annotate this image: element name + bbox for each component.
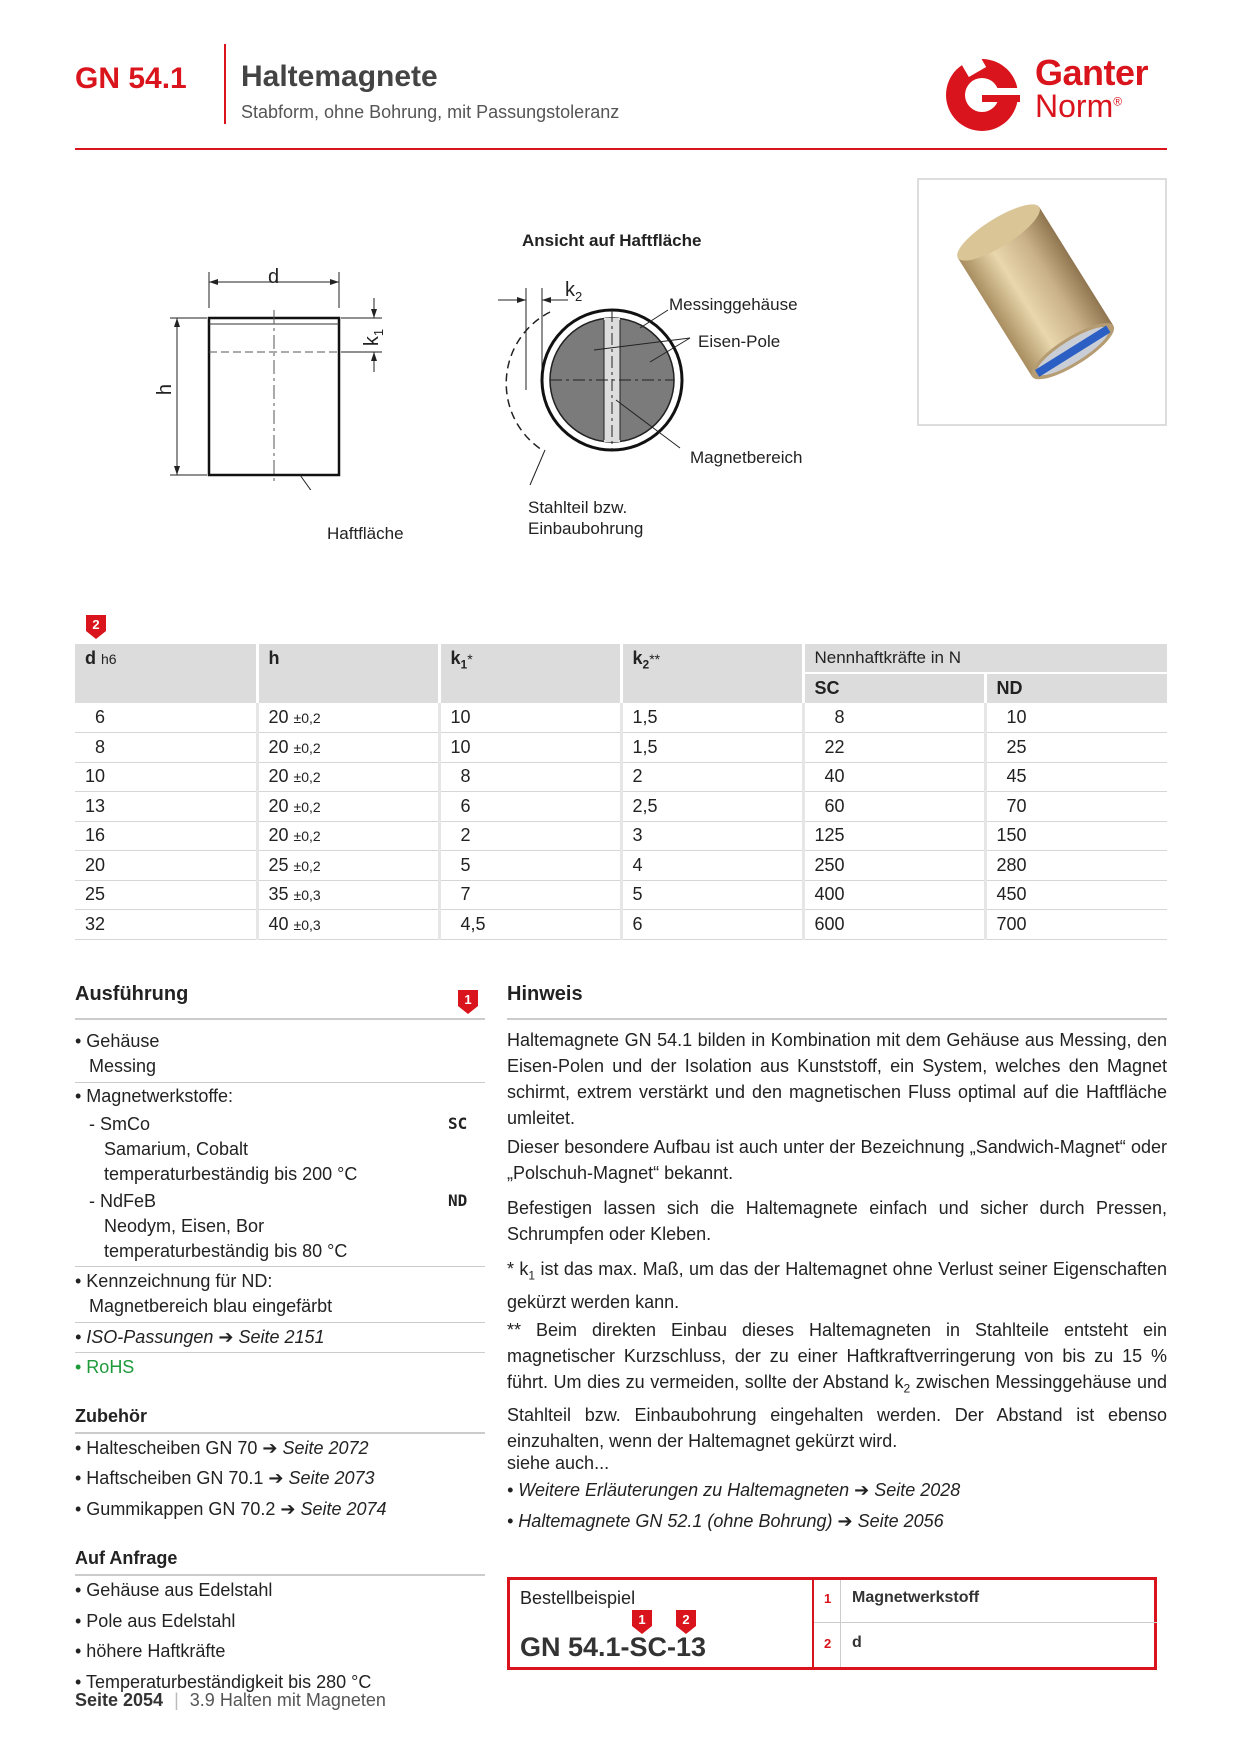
- hinweis-para-4: * $k_1$ ist das max. Maß, um das der Haltemagnet ohne Verlust seiner Eigenschaften gekürzt werden kann.: [507, 1259, 1167, 1312]
- ndfeb-item: - NdFeB: [89, 1191, 157, 1211]
- cell-k1: 5: [439, 851, 621, 881]
- anfrage-item-4: • Temperaturbeständigkeit bis 280 °C: [75, 1672, 372, 1692]
- anfrage-item-2: • Pole aus Edelstahl: [75, 1611, 236, 1631]
- see-also-link-2[interactable]: • Haltemagnete GN 52.1 (ohne Bohrung) ➔ Seite 2056: [507, 1511, 944, 1531]
- zubehoer-rule: [75, 1432, 485, 1434]
- order-col-divider: [840, 1580, 841, 1667]
- smco-desc: Samarium, Cobalt: [104, 1139, 249, 1159]
- table-badge: 2: [86, 615, 106, 637]
- spec-table: [75, 644, 1167, 940]
- list-divider: [75, 1352, 485, 1353]
- table-row: [75, 851, 1167, 881]
- cell-d: 10: [75, 762, 257, 792]
- table-row: [75, 762, 1167, 792]
- cell-h: 40 ±0,3: [257, 910, 439, 940]
- hinweis-para-5: ** Beim direkten Einbau dieses Haltemagneten in Stahlteile entsteht ein magnetischer Kurzschluss, der zu einer Haftkraftverringerung von bis zu 15 % führt. Um dies zu vermeiden, sollte der Abstand $k_2$ zwischen Messinggehäuse und Stahlteil bzw. Einbaubohrung eingehalten werden. Der Abstand ist ebenso einzuhalten, wenn der Haltemagnet gekürzt wird.: [507, 1320, 1168, 1451]
- header-separator: [224, 44, 226, 124]
- product-photo: [917, 178, 1167, 426]
- product-code: GN 54.1: [75, 62, 187, 95]
- gehaeuse-value: Messing: [89, 1056, 157, 1076]
- cell-d: 8: [75, 733, 257, 763]
- cell-nd: 45: [985, 762, 1167, 792]
- order-row-2-text: d: [852, 1634, 862, 1651]
- col-header-k2: $k_2**$: [621, 644, 803, 703]
- kennzeichnung-item: • Kennzeichnung für ND:: [75, 1271, 273, 1291]
- cell-nd: 700: [985, 910, 1167, 940]
- cell-k2: 6: [621, 910, 803, 940]
- cell-nd: 150: [985, 821, 1167, 851]
- cell-k2: 1,5: [621, 733, 803, 763]
- zubehoer-item-3[interactable]: • Gummikappen GN 70.2 ➔ Seite 2074: [75, 1499, 387, 1519]
- order-row-divider: [814, 1622, 1157, 1623]
- cell-h: 25 ±0,2: [257, 851, 439, 881]
- order-badge-2: 2: [676, 1610, 696, 1632]
- anfrage-rule: [75, 1574, 485, 1576]
- footer-sep: |: [174, 1690, 179, 1710]
- cell-d: 32: [75, 910, 257, 940]
- cell-k2: 2: [621, 762, 803, 792]
- col-header-sc: SC: [803, 673, 985, 703]
- see-also-label: siehe auch...: [507, 1453, 610, 1473]
- cell-d: 20: [75, 851, 257, 881]
- cell-h: 20 ±0,2: [257, 733, 439, 763]
- table-row: [75, 880, 1167, 910]
- cell-sc: 22: [803, 733, 985, 763]
- table-row: [75, 821, 1167, 851]
- anfrage-heading: Auf Anfrage: [75, 1548, 178, 1568]
- cell-d: 13: [75, 792, 257, 822]
- order-box-divider: [812, 1577, 814, 1670]
- order-badge-1: 1: [632, 1610, 652, 1632]
- page-subtitle: Stabform, ohne Bohrung, mit Passungstoleranz: [241, 102, 620, 122]
- cell-k1: 7: [439, 880, 621, 910]
- cell-nd: 10: [985, 703, 1167, 733]
- col-header-d: d h6: [75, 644, 257, 703]
- dim-h-label: h: [154, 383, 177, 396]
- order-code: GN 54.1-SC-13: [520, 1632, 707, 1662]
- cell-k1: 2: [439, 821, 621, 851]
- zubehoer-item-1[interactable]: • Haltescheiben GN 70 ➔ Seite 2072: [75, 1438, 369, 1458]
- dim-d-label: d: [268, 266, 280, 288]
- order-row-1-text: Magnetwerkstoff: [852, 1589, 980, 1606]
- ausfuehrung-badge: 1: [458, 990, 478, 1012]
- cell-k2: 3: [621, 821, 803, 851]
- haftflaeche-label: Haftfläche: [327, 524, 404, 543]
- cell-k2: 4: [621, 851, 803, 881]
- rohs-label: • RoHS: [75, 1357, 135, 1377]
- hinweis-para-3: Befestigen lassen sich die Haltemagnete einfach und sicher durch Pressen, Schrumpfen oder Kleben.: [507, 1198, 1167, 1244]
- cell-nd: 70: [985, 792, 1167, 822]
- header-rule: [75, 148, 1167, 150]
- cell-k2: 5: [621, 880, 803, 910]
- list-divider: [75, 1082, 485, 1083]
- cell-sc: 600: [803, 910, 985, 940]
- kennzeichnung-value: Magnetbereich blau eingefärbt: [89, 1296, 333, 1316]
- cell-k2: 1,5: [621, 703, 803, 733]
- logo-text-ganter: Ganter: [1035, 52, 1149, 93]
- ndfeb-temp: temperaturbeständig bis 80 °C: [104, 1241, 348, 1261]
- page-title: Haltemagnete: [241, 60, 438, 93]
- ausfuehrung-heading: Ausführung: [75, 983, 189, 1005]
- logo-text-norm: Norm®: [1035, 88, 1123, 124]
- hinweis-heading: Hinweis: [507, 983, 583, 1005]
- footer-page: Seite 2054: [75, 1690, 164, 1710]
- cell-d: 25: [75, 880, 257, 910]
- messing-label: Messinggehäuse: [669, 295, 798, 314]
- table-row: [75, 792, 1167, 822]
- table-row: [75, 733, 1167, 763]
- ndfeb-code: ND: [448, 1191, 468, 1210]
- cell-d: 6: [75, 703, 257, 733]
- cell-sc: 250: [803, 851, 985, 881]
- anfrage-item-3: • höhere Haftkräfte: [75, 1641, 226, 1661]
- cell-nd: 450: [985, 880, 1167, 910]
- table-row: [75, 703, 1167, 733]
- iso-link[interactable]: • ISO-Passungen ➔ Seite 2151: [75, 1327, 325, 1347]
- cell-nd: 280: [985, 851, 1167, 881]
- smco-code: SC: [448, 1114, 468, 1133]
- cell-sc: 125: [803, 821, 985, 851]
- cell-k1: 4,5: [439, 910, 621, 940]
- magnetbereich-label: Magnetbereich: [690, 448, 803, 467]
- dim-k2-label: $k_2$: [565, 279, 583, 304]
- order-row-2-num: 2: [824, 1636, 832, 1651]
- col-header-nd: ND: [985, 673, 1167, 703]
- cell-sc: 60: [803, 792, 985, 822]
- smco-item: - SmCo: [89, 1114, 151, 1134]
- table-row: [75, 910, 1167, 940]
- side-view-drawing: [150, 260, 450, 490]
- werkstoffe-item: • Magnetwerkstoffe:: [75, 1086, 234, 1106]
- zubehoer-heading: Zubehör: [75, 1406, 147, 1426]
- view-title: Ansicht auf Haftfläche: [522, 231, 702, 250]
- stahlteil-label-1: Stahlteil bzw.: [528, 498, 628, 517]
- cell-sc: 400: [803, 880, 985, 910]
- cell-k1: 10: [439, 703, 621, 733]
- cell-sc: 8: [803, 703, 985, 733]
- anfrage-item-1: • Gehäuse aus Edelstahl: [75, 1580, 273, 1600]
- cell-k2: 2,5: [621, 792, 803, 822]
- zubehoer-item-2[interactable]: • Haftscheiben GN 70.1 ➔ Seite 2073: [75, 1468, 375, 1488]
- dim-k1-label: $k_1$: [361, 328, 387, 347]
- cell-nd: 25: [985, 733, 1167, 763]
- order-label: Bestellbeispiel: [520, 1588, 636, 1608]
- gehaeuse-item: • Gehäuse: [75, 1031, 160, 1051]
- ndfeb-desc: Neodym, Eisen, Bor: [104, 1216, 265, 1236]
- col-header-h: h: [257, 644, 439, 703]
- cell-k1: 8: [439, 762, 621, 792]
- order-row-1-num: 1: [824, 1591, 832, 1606]
- footer-chapter: 3.9 Halten mit Magneten: [189, 1690, 386, 1710]
- ganter-logo-icon: [942, 55, 1022, 135]
- hinweis-rule: [507, 1018, 1167, 1020]
- hinweis-para-1: Haltemagnete GN 54.1 bilden in Kombination mit dem Gehäuse aus Messing, den Eisen-Polen und der Isolation aus Kunststoff, ein System, welches den Magnet schirmt, extrem verstärkt und den magnetischen Fluss optimal auf die Haftfläche umleitet.: [507, 1030, 1167, 1128]
- cell-sc: 40: [803, 762, 985, 792]
- see-also-link-1[interactable]: • Weitere Erläuterungen zu Haltemagneten ➔ Seite 2028: [507, 1480, 961, 1500]
- col-header-forces: Nennhaftkräfte in N: [803, 644, 1167, 673]
- cell-h: 20 ±0,2: [257, 821, 439, 851]
- cell-k1: 10: [439, 733, 621, 763]
- cell-h: 20 ±0,2: [257, 792, 439, 822]
- cell-k1: 6: [439, 792, 621, 822]
- stahlteil-label-2: Einbaubohrung: [528, 519, 644, 538]
- cell-h: 20 ±0,2: [257, 703, 439, 733]
- col-header-k1: $k_1*$: [439, 644, 621, 703]
- cell-h: 35 ±0,3: [257, 880, 439, 910]
- list-divider: [75, 1266, 485, 1267]
- hinweis-para-2: Dieser besondere Aufbau ist auch unter der Bezeichnung „Sandwich-Magnet“ oder „Polschuh-Magnet“ bekannt.: [507, 1137, 1167, 1183]
- list-divider: [75, 1322, 485, 1323]
- cell-h: 20 ±0,2: [257, 762, 439, 792]
- ausfuehrung-rule: [75, 1018, 485, 1020]
- cell-d: 16: [75, 821, 257, 851]
- eisen-pole-label: Eisen-Pole: [698, 332, 781, 351]
- smco-temp: temperaturbeständig bis 200 °C: [104, 1164, 358, 1184]
- page-footer: [75, 1690, 386, 1711]
- magnet-photo-icon: [919, 180, 1165, 424]
